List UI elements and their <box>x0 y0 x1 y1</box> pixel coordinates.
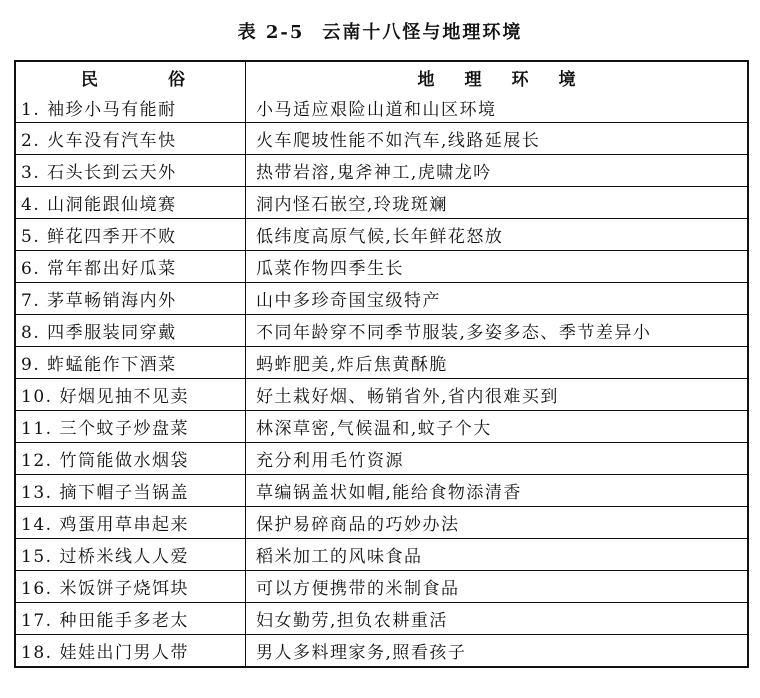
custom-cell: 6. 常年都出好瓜菜 <box>16 251 246 282</box>
environment-cell: 蚂蚱肥美,炸后焦黄酥脆 <box>256 355 448 375</box>
custom-cell: 15. 过桥米线人人爱 <box>16 539 246 570</box>
header-customs: 民 俗 <box>16 62 246 92</box>
environment-cell: 充分利用毛竹资源 <box>256 451 404 471</box>
environment-cell: 瓜菜作物四季生长 <box>256 259 404 279</box>
customs-table <box>14 60 749 668</box>
table-row <box>16 186 747 218</box>
table-row <box>16 506 747 538</box>
table-row <box>16 570 747 602</box>
custom-cell: 3. 石头长到云天外 <box>16 155 246 186</box>
environment-cell: 保护易碎商品的巧妙办法 <box>256 515 460 535</box>
table-row <box>16 442 747 474</box>
table-row <box>16 538 747 570</box>
table-number: 表 2-5 <box>237 22 305 43</box>
custom-cell: 14. 鸡蛋用草串起来 <box>16 507 246 538</box>
environment-cell: 火车爬坡性能不如汽车,线路延展长 <box>256 131 541 151</box>
table-row <box>16 474 747 506</box>
environment-cell: 热带岩溶,鬼斧神工,虎啸龙吟 <box>256 163 492 183</box>
environment-cell: 林深草密,气候温和,蚊子个大 <box>256 419 492 439</box>
table-row <box>16 250 747 282</box>
table-row <box>16 314 747 346</box>
custom-cell: 17. 种田能手多老太 <box>16 603 246 634</box>
table-row <box>16 282 747 314</box>
custom-cell: 8. 四季服装同穿戴 <box>16 315 246 346</box>
table-row <box>16 602 747 634</box>
custom-cell: 16. 米饭饼子烧饵块 <box>16 571 246 602</box>
custom-cell: 11. 三个蚊子炒盘菜 <box>16 411 246 442</box>
custom-cell: 18. 娃娃出门男人带 <box>16 635 246 666</box>
environment-cell: 男人多料理家务,照看孩子 <box>256 643 467 663</box>
table-header-row <box>16 62 747 92</box>
table-body <box>16 92 747 666</box>
environment-cell: 妇女勤劳,担负农耕重活 <box>256 611 448 631</box>
environment-cell: 草编锅盖状如帽,能给食物添清香 <box>256 483 522 503</box>
custom-cell: 4. 山洞能跟仙境赛 <box>16 187 246 218</box>
custom-cell: 12. 竹筒能做水烟袋 <box>16 443 246 474</box>
table-caption <box>0 18 760 44</box>
table-row <box>16 410 747 442</box>
table-title: 云南十八怪与地理环境 <box>322 22 523 43</box>
environment-cell: 好土栽好烟、畅销省外,省内很难买到 <box>256 387 559 407</box>
custom-cell: 2. 火车没有汽车快 <box>16 123 246 154</box>
environment-cell: 洞内怪石嵌空,玲珑斑斓 <box>256 195 448 215</box>
environment-cell: 低纬度高原气候,长年鲜花怒放 <box>256 227 504 247</box>
table-row <box>16 92 747 122</box>
environment-cell: 小马适应艰险山道和山区环境 <box>256 99 497 120</box>
environment-cell: 山中多珍奇国宝级特产 <box>256 291 441 311</box>
table-row <box>16 346 747 378</box>
environment-cell: 稻米加工的风味食品 <box>256 547 423 567</box>
custom-cell: 1. 袖珍小马有能耐 <box>16 92 246 122</box>
custom-cell: 10. 好烟见抽不见卖 <box>16 379 246 410</box>
environment-cell: 不同年龄穿不同季节服装,多姿多态、季节差异小 <box>256 323 652 343</box>
header-environment: 地 理 环 境 <box>417 69 576 90</box>
table-row <box>16 218 747 250</box>
environment-cell: 可以方便携带的米制食品 <box>256 579 460 599</box>
custom-cell: 9. 蚱蜢能作下酒菜 <box>16 347 246 378</box>
custom-cell: 13. 摘下帽子当锅盖 <box>16 475 246 506</box>
custom-cell: 5. 鲜花四季开不败 <box>16 219 246 250</box>
table-row <box>16 378 747 410</box>
table-row <box>16 154 747 186</box>
table-row <box>16 634 747 666</box>
table-row <box>16 122 747 154</box>
custom-cell: 7. 茅草畅销海内外 <box>16 283 246 314</box>
